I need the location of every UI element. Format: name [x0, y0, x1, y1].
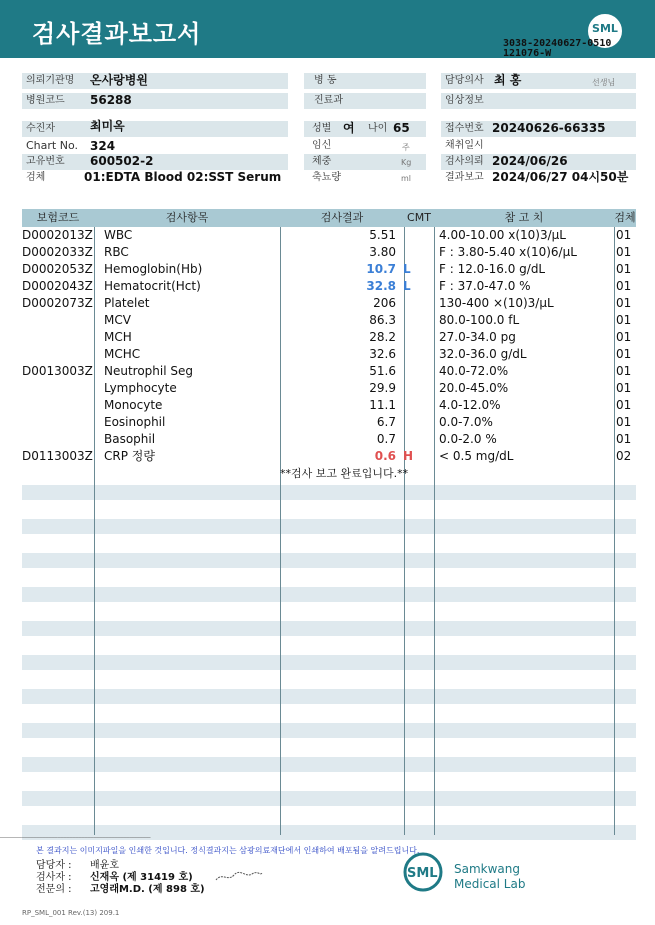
row-reference: 0.0-7.0% [439, 415, 493, 429]
table-stripe [22, 723, 636, 738]
row-result: 28.2 [369, 330, 396, 344]
table-stripe [22, 791, 636, 806]
row-code: D0002073Z [22, 296, 93, 310]
weight-label: 체중 [304, 154, 426, 170]
row-result: 11.1 [369, 398, 396, 412]
row-reference: 0.0-2.0 % [439, 432, 497, 446]
table-stripe [22, 485, 636, 500]
row-item: Lymphocyte [104, 381, 177, 395]
inspector-label: 검사자 : [36, 872, 72, 883]
row-specimen: 01 [616, 381, 632, 395]
sml-logo-text: SML [592, 22, 618, 35]
pregnancy-unit: 주 [402, 143, 410, 152]
image-notice: 본 결과지는 이미지파일을 인쇄한 것입니다. 정식결과지는 삼광의료재단에서 인쇄하여 배포됨을 알려드립니다. [36, 846, 420, 855]
row-item: MCHC [104, 347, 141, 361]
row-flag: H [403, 449, 414, 463]
age-label: 나이 [368, 123, 388, 134]
sex-label: 성별 [304, 121, 426, 137]
row-reference: F : 12.0-16.0 g/dL [439, 262, 546, 276]
row-item: Platelet [104, 296, 150, 310]
urine-volume-label: 축뇨량 [312, 172, 341, 183]
table-stripe [22, 553, 636, 568]
urine-volume-unit: ml [401, 174, 412, 183]
request-date-value: 2024/06/26 [492, 154, 568, 168]
table-stripe [22, 655, 636, 670]
ward-label: 병 동 [304, 73, 426, 89]
row-result: 29.9 [369, 381, 396, 395]
col-header-item: 검사항목 [165, 211, 209, 224]
table-column-divider [94, 227, 95, 835]
request-date-label: 검사의뢰 [441, 154, 636, 170]
table-stripe [22, 621, 636, 636]
specialist-label: 전문의 : [36, 884, 72, 895]
row-specimen: 02 [616, 449, 632, 463]
unique-id-value: 600502-2 [90, 154, 154, 168]
row-reference: 80.0-100.0 fL [439, 313, 520, 327]
row-result: 5.51 [369, 228, 396, 242]
row-item: Basophil [104, 432, 156, 446]
chart-no-value: 324 [90, 139, 116, 153]
row-specimen: 01 [616, 330, 632, 344]
row-result: 10.7 [366, 262, 396, 276]
row-item: Eosinophil [104, 415, 166, 429]
table-stripe [22, 689, 636, 704]
row-reference: < 0.5 mg/dL [439, 449, 514, 463]
row-item: Hematocrit(Hct) [104, 279, 201, 293]
row-reference: 32.0-36.0 g/dL [439, 347, 527, 361]
row-item: MCV [104, 313, 131, 327]
institution-value: 온사랑병원 [90, 73, 148, 87]
row-reference: 20.0-45.0% [439, 381, 509, 395]
inspector-value: 신재옥 (제 31419 호) [90, 872, 193, 883]
row-result: 51.6 [369, 364, 396, 378]
receipt-no-label: 접수번호 [441, 121, 636, 137]
fine-print: ────────────────────────────────────────────────── [0, 835, 151, 841]
doctor-label: 담당의사 [441, 73, 636, 89]
row-specimen: 01 [616, 432, 632, 446]
table-column-divider [614, 227, 615, 835]
row-result: 3.80 [369, 245, 396, 259]
row-item: WBC [104, 228, 133, 242]
row-reference: F : 3.80-5.40 x(10)6/μL [439, 245, 577, 259]
doctor-value: 최 홍 [494, 73, 522, 87]
col-header-specimen: 검체 [614, 211, 636, 224]
barcode-number-line1: 3038-20240627-0510 [503, 38, 612, 49]
clinical-info-label: 임상정보 [441, 93, 636, 109]
row-reference: 4.0-12.0% [439, 398, 501, 412]
row-item: CRP 정량 [104, 449, 155, 463]
row-flag: L [403, 279, 411, 293]
row-code: D0002043Z [22, 279, 93, 293]
row-item: Neutrophil Seg [104, 364, 194, 378]
specialist-value: 고영래M.D. (제 898 호) [90, 884, 205, 895]
row-code: D0013003Z [22, 364, 93, 378]
age-value: 65 [393, 121, 410, 135]
report-end-note: **검사 보고 완료입니다.** [280, 467, 409, 480]
sex-value: 여 [343, 121, 355, 135]
row-specimen: 01 [616, 347, 632, 361]
table-stripe [22, 519, 636, 534]
institution-label: 의뢰기관명 [22, 73, 288, 89]
dept-label: 진료과 [304, 93, 426, 109]
table-column-divider [434, 227, 435, 835]
row-result: 206 [373, 296, 396, 310]
row-code: D0002013Z [22, 228, 93, 242]
row-specimen: 01 [616, 398, 632, 412]
specimen-value: 01:EDTA Blood 02:SST Serum [84, 170, 282, 184]
row-result: 0.6 [374, 449, 396, 463]
patient-value: 최미옥 [90, 119, 125, 133]
row-result: 0.7 [376, 432, 396, 446]
receipt-no-value: 20240626-66335 [492, 121, 606, 135]
row-item: MCH [104, 330, 132, 344]
chart-no-label: Chart No. [26, 139, 78, 152]
table-stripe [22, 757, 636, 772]
document-code: RP_SML_001 Rev.(13) 209.1 [22, 909, 120, 917]
barcode-number-line2: 121076-W [503, 48, 552, 59]
col-header-cmt: CMT [407, 211, 431, 224]
doctor-suffix: 선생님 [592, 78, 616, 87]
company-name-line1: Samkwang [454, 862, 520, 876]
row-specimen: 01 [616, 228, 632, 242]
table-stripe [22, 587, 636, 602]
sml-footer-logo-text: SML [407, 866, 438, 881]
row-item: RBC [104, 245, 129, 259]
row-result: 86.3 [369, 313, 396, 327]
row-code: D0113003Z [22, 449, 93, 463]
row-specimen: 01 [616, 415, 632, 429]
row-flag: L [403, 262, 411, 276]
collection-time-label: 채취일시 [445, 140, 484, 151]
col-header-reference: 참 고 치 [504, 211, 544, 224]
signature-icon [214, 866, 264, 886]
row-reference: 130-400 ×(10)3/μL [439, 296, 554, 310]
col-header-result: 검사결과 [320, 211, 364, 224]
row-specimen: 01 [616, 313, 632, 327]
specimen-label: 검체 [26, 172, 46, 183]
row-reference: 40.0-72.0% [439, 364, 509, 378]
row-item: Monocyte [104, 398, 163, 412]
unique-id-label: 고유번호 [22, 154, 288, 170]
row-reference: F : 37.0-47.0 % [439, 279, 531, 293]
row-specimen: 01 [616, 262, 632, 276]
patient-label: 수진자 [22, 121, 288, 137]
report-date-value: 2024/06/27 04시50분 [492, 170, 629, 184]
row-item: Hemoglobin(Hb) [104, 262, 203, 276]
company-name-line2: Medical Lab [454, 877, 526, 891]
hospital-code-label: 병원코드 [22, 93, 288, 109]
row-result: 32.8 [366, 279, 396, 293]
report-date-label: 결과보고 [445, 172, 484, 183]
row-result: 32.6 [369, 347, 396, 361]
table-column-divider [404, 227, 405, 835]
row-specimen: 01 [616, 296, 632, 310]
row-code: D0002053Z [22, 262, 93, 276]
report-title: 검사결과보고서 [32, 20, 202, 48]
row-specimen: 01 [616, 364, 632, 378]
col-header-code: 보험코드 [36, 211, 80, 224]
manager-label: 담당자 : [36, 860, 72, 871]
row-reference: 4.00-10.00 x(10)3/μL [439, 228, 566, 242]
pregnancy-label: 임신 [312, 140, 332, 151]
weight-unit: Kg [401, 158, 412, 167]
manager-value: 배윤호 [90, 860, 119, 871]
row-code: D0002033Z [22, 245, 93, 259]
hospital-code-value: 56288 [90, 93, 132, 107]
row-result: 6.7 [376, 415, 396, 429]
row-specimen: 01 [616, 279, 632, 293]
row-specimen: 01 [616, 245, 632, 259]
row-reference: 27.0-34.0 pg [439, 330, 516, 344]
